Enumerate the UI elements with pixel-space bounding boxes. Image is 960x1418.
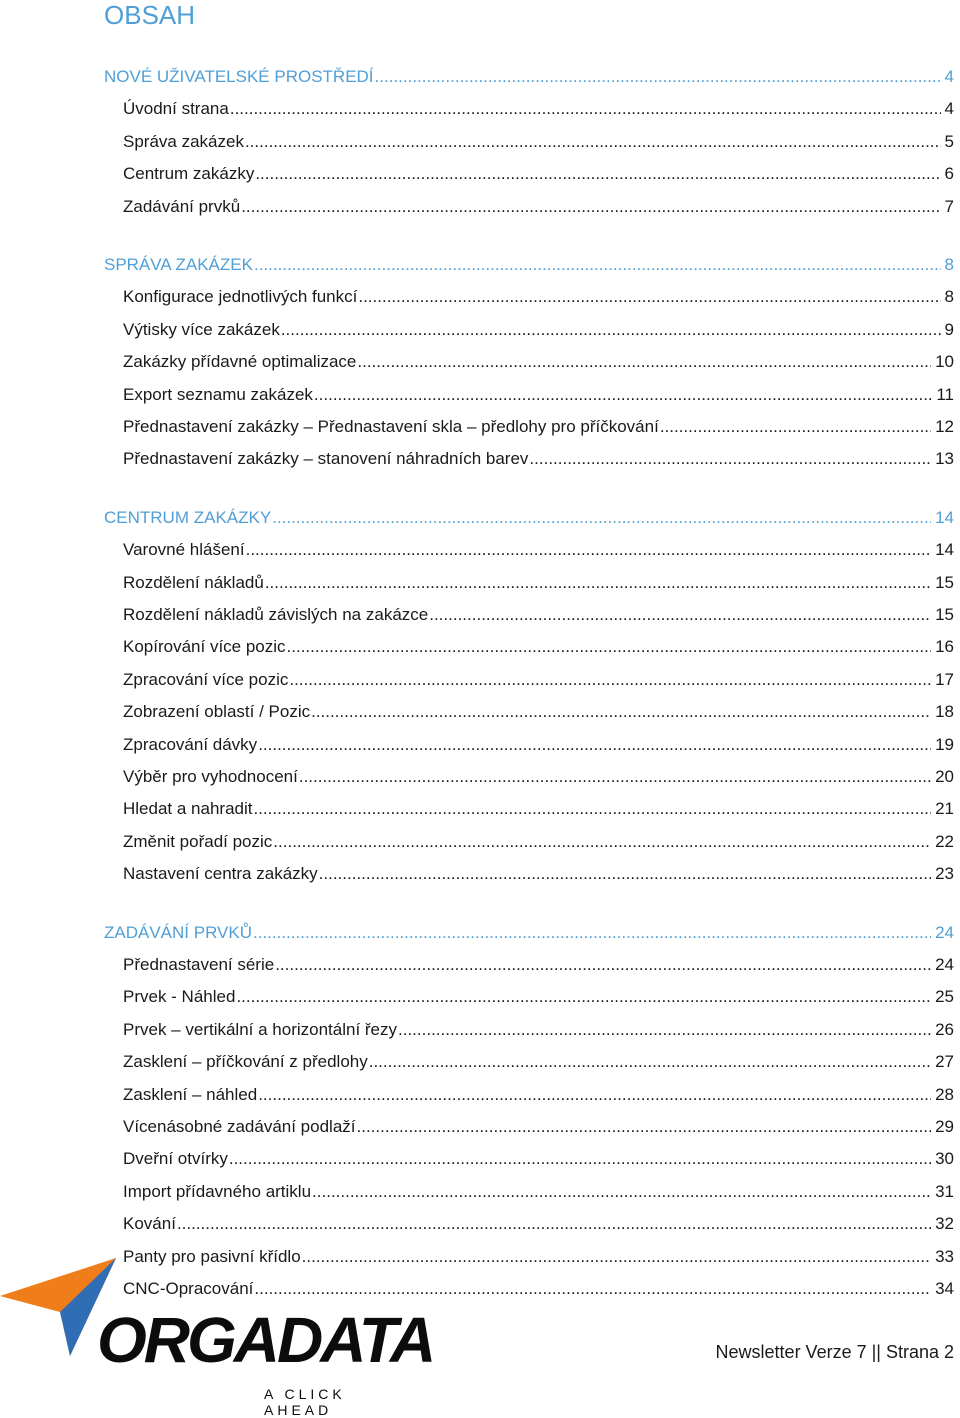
toc-entry-label: Konfigurace jednotlivých funkcí	[123, 287, 358, 306]
toc-entry-page: 34	[935, 1279, 954, 1298]
toc-entry-page: 33	[935, 1247, 954, 1266]
toc-entry-page: 15	[935, 605, 954, 624]
toc-entry-label: SPRÁVA ZAKÁZEK	[104, 255, 253, 274]
toc-leader-dots	[375, 66, 941, 88]
toc-entry-label: Přednastavení zakázky – stanovení náhradních barev	[123, 449, 529, 468]
toc-item[interactable]	[123, 827, 954, 853]
toc-entry-label: Zobrazení oblastí / Pozic	[123, 702, 311, 721]
toc-entry-page: 28	[935, 1085, 954, 1104]
toc-item[interactable]	[123, 600, 954, 626]
toc-entry-label: Kopírování více pozic	[123, 637, 286, 656]
toc-item[interactable]	[123, 380, 954, 406]
toc-item[interactable]	[123, 1209, 954, 1235]
toc-entry-page: 26	[935, 1020, 954, 1039]
toc-item[interactable]	[123, 1144, 954, 1170]
toc-section[interactable]	[104, 503, 954, 529]
toc-entry-page: 4	[944, 67, 954, 86]
toc-item[interactable]	[123, 859, 954, 885]
toc-leader-dots	[358, 286, 940, 308]
toc-entry-label: Výtisky více zakázek	[123, 320, 280, 339]
toc-entry-label: Prvek – vertikální a horizontální řezy	[123, 1020, 398, 1039]
toc-entry-label: Rozdělení nákladů	[123, 573, 264, 592]
toc-section[interactable]	[104, 62, 954, 88]
toc-leader-dots	[299, 766, 931, 788]
toc-entry-label: CNC-Opracování	[123, 1279, 254, 1298]
toc-entry-page: 7	[944, 197, 954, 216]
toc-entry-page: 15	[935, 573, 954, 592]
toc-entry-label: Varovné hlášení	[123, 540, 245, 559]
toc-entry-page: 9	[944, 320, 954, 339]
toc-item[interactable]	[123, 665, 954, 691]
toc-entry-page: 32	[935, 1214, 954, 1233]
toc-entry-label: Úvodní strana	[123, 99, 229, 118]
toc-leader-dots	[281, 319, 941, 341]
toc-leader-dots	[369, 1051, 931, 1073]
toc-item[interactable]	[123, 127, 954, 153]
toc-item[interactable]	[123, 1080, 954, 1106]
toc-leader-dots	[254, 254, 941, 276]
toc-entry-page: 10	[935, 352, 954, 371]
toc-item[interactable]	[123, 192, 954, 218]
toc-entry-label: ZADÁVÁNÍ PRVKŮ	[104, 923, 253, 942]
toc-entry-label: Import přídavného artiklu	[123, 1182, 312, 1201]
toc-leader-dots	[311, 701, 931, 723]
toc-entry-label: Správa zakázek	[123, 132, 244, 151]
toc-entry-label: Rozdělení nákladů závislých na zakázce	[123, 605, 429, 624]
toc-leader-dots	[236, 986, 931, 1008]
toc-entry-label: Prvek - Náhled	[123, 987, 236, 1006]
toc-entry-page: 29	[935, 1117, 954, 1136]
toc-entry-page: 12	[935, 417, 954, 436]
toc-leader-dots	[258, 734, 931, 756]
toc-item[interactable]	[123, 982, 954, 1008]
toc-leader-dots	[230, 98, 941, 120]
toc-entry-page: 24	[935, 923, 954, 942]
toc-entry-label: Zasklení – náhled	[123, 1085, 258, 1104]
toc-item[interactable]	[123, 412, 954, 438]
toc-item[interactable]	[123, 444, 954, 470]
toc-entry-page: 5	[944, 132, 954, 151]
toc-entry-page: 13	[935, 449, 954, 468]
toc-entry-page: 25	[935, 987, 954, 1006]
toc-item[interactable]	[123, 762, 954, 788]
toc-entry-label: Hledat a nahradit	[123, 799, 253, 818]
toc-leader-dots	[312, 1181, 931, 1203]
toc-entry-page: 17	[935, 670, 954, 689]
toc-entry-page: 19	[935, 735, 954, 754]
toc-entry-label: Centrum zakázky	[123, 164, 255, 183]
toc-item[interactable]	[123, 1047, 954, 1073]
toc-leader-dots	[319, 863, 931, 885]
toc-entry-page: 27	[935, 1052, 954, 1071]
toc-item[interactable]	[123, 730, 954, 756]
toc-entry-label: Export seznamu zakázek	[123, 385, 313, 404]
toc-entry-label: Panty pro pasivní křídlo	[123, 1247, 301, 1266]
footer-newsletter-label: Newsletter Verze 7 || Strana 2	[715, 1342, 954, 1362]
toc-entry-label: Zpracování více pozic	[123, 670, 289, 689]
toc-entry-page: 31	[935, 1182, 954, 1201]
toc-entry-label: Přednastavení zakázky – Přednastavení skla – předlohy pro příčkování	[123, 417, 659, 436]
toc-entry-label: Výběr pro vyhodnocení	[123, 767, 298, 786]
logo-tagline: A CLICK AHEAD	[264, 1386, 346, 1418]
toc-item[interactable]	[123, 535, 954, 561]
toc-entry-label: Zpracování dávky	[123, 735, 258, 754]
toc-entry-page: 4	[944, 99, 954, 118]
toc-leader-dots	[253, 922, 931, 944]
toc-leader-dots	[314, 384, 932, 406]
toc-leader-dots	[253, 798, 931, 820]
toc-item[interactable]	[123, 697, 954, 723]
toc-entry-label: NOVÉ UŽIVATELSKÉ PROSTŘEDÍ	[104, 67, 374, 86]
toc-leader-dots	[660, 416, 931, 438]
toc-leader-dots	[529, 448, 931, 470]
toc-entry-page: 14	[935, 540, 954, 559]
toc-entry-page: 30	[935, 1149, 954, 1168]
toc-entry-page: 23	[935, 864, 954, 883]
toc-entry-page: 16	[935, 637, 954, 656]
toc-item[interactable]	[123, 159, 954, 185]
toc-leader-dots	[265, 572, 931, 594]
toc-entry-label: Nastavení centra zakázky	[123, 864, 318, 883]
toc-leader-dots	[289, 669, 931, 691]
toc-section[interactable]	[104, 250, 954, 276]
toc-item[interactable]	[123, 282, 954, 308]
toc-entry-label: Kování	[123, 1214, 176, 1233]
toc-item[interactable]	[123, 347, 954, 373]
toc-entry-label: Změnit pořadí pozic	[123, 832, 273, 851]
toc-item[interactable]	[123, 94, 954, 120]
toc-leader-dots	[258, 1084, 931, 1106]
toc-entry-page: 8	[944, 287, 954, 306]
toc-leader-dots	[275, 954, 931, 976]
toc-leader-dots	[357, 1116, 932, 1138]
toc-leader-dots	[429, 604, 931, 626]
toc-leader-dots	[246, 539, 931, 561]
toc-entry-page: 6	[944, 164, 954, 183]
toc-item[interactable]	[123, 568, 954, 594]
toc-item[interactable]	[123, 950, 954, 976]
toc-entry-page: 8	[944, 255, 954, 274]
toc-leader-dots	[177, 1213, 931, 1235]
toc-entry-label: Zasklení – příčkování z předlohy	[123, 1052, 368, 1071]
toc-item[interactable]	[123, 1112, 954, 1138]
toc-entry-label: Vícenásobné zadávání podlaží	[123, 1117, 356, 1136]
toc-leader-dots	[245, 131, 941, 153]
toc-leader-dots	[272, 507, 931, 529]
toc-entry-page: 18	[935, 702, 954, 721]
toc-item[interactable]	[123, 1177, 954, 1203]
toc-leader-dots	[229, 1148, 931, 1170]
toc-entry-label: Přednastavení série	[123, 955, 275, 974]
toc-entry-label: Zadávání prvků	[123, 197, 241, 216]
toc-entry-page: 11	[936, 385, 954, 404]
toc-leader-dots	[241, 196, 940, 218]
toc-leader-dots	[287, 636, 932, 658]
toc-title: OBSAH	[104, 0, 196, 30]
toc-entry-page: 21	[935, 799, 954, 818]
orgadata-logo	[0, 1250, 434, 1418]
toc-leader-dots	[273, 831, 931, 853]
toc-entry-label: Dveřní otvírky	[123, 1149, 228, 1168]
toc-entry-label: CENTRUM ZAKÁZKY	[104, 508, 272, 527]
toc-item[interactable]	[123, 632, 954, 658]
toc-item[interactable]	[123, 315, 954, 341]
toc-leader-dots	[255, 163, 940, 185]
toc-entry-page: 14	[935, 508, 954, 527]
toc-entry-page: 24	[935, 955, 954, 974]
toc-item[interactable]	[123, 1015, 954, 1041]
toc-section[interactable]	[104, 918, 954, 944]
toc-item[interactable]	[123, 794, 954, 820]
toc-leader-dots	[398, 1019, 931, 1041]
logo-wordmark: ORGADATA	[97, 1304, 434, 1376]
toc-entry-page: 22	[935, 832, 954, 851]
toc-entry-page: 20	[935, 767, 954, 786]
toc-entry-label: Zakázky přídavné optimalizace	[123, 352, 357, 371]
toc-leader-dots	[357, 351, 931, 373]
